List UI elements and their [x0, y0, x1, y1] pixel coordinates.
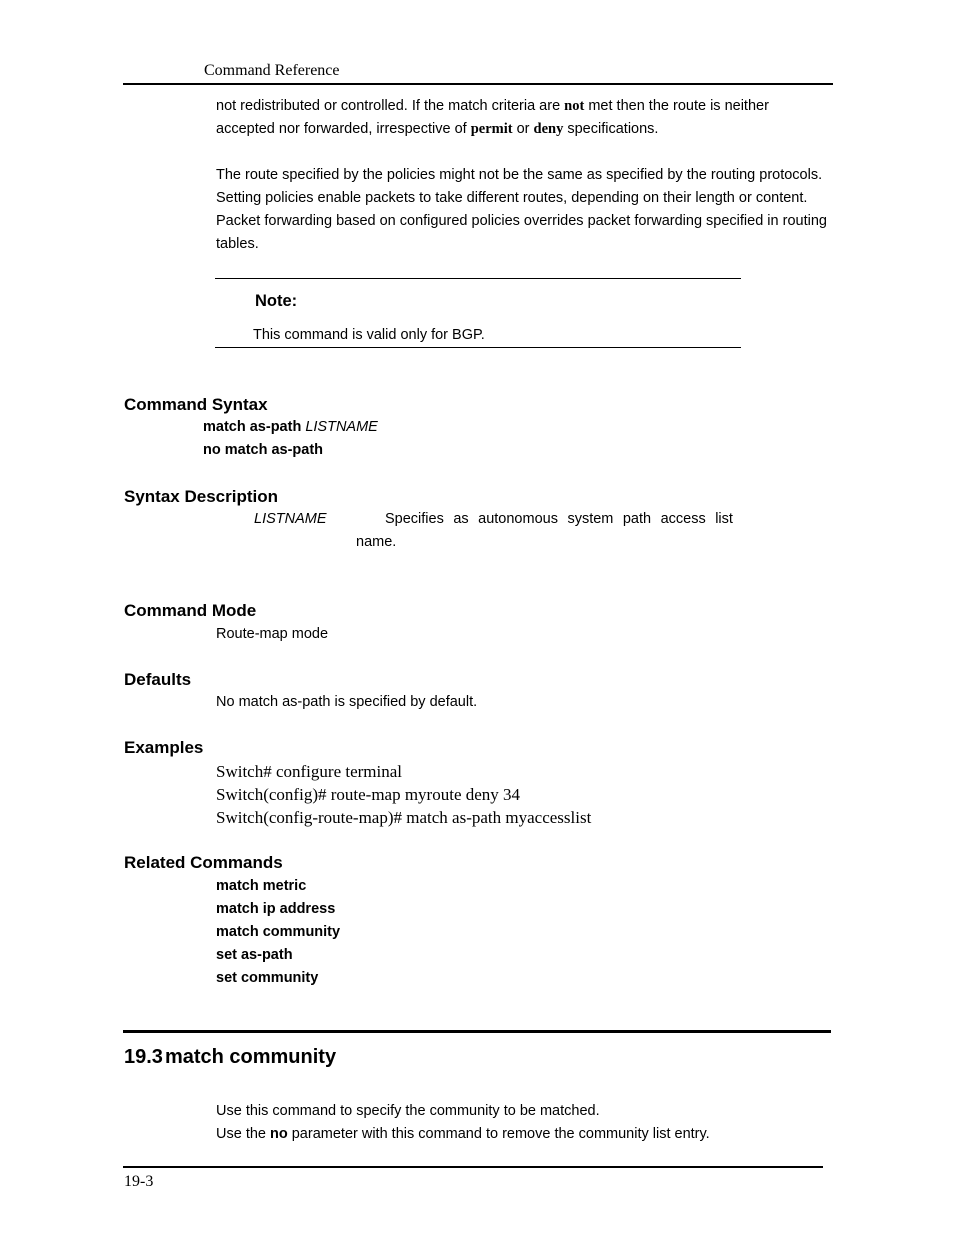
example-line: Switch(config-route-map)# match as-path myaccesslist — [216, 808, 592, 827]
paragraph-line: tables. — [216, 236, 259, 252]
defaults-text: No match as-path is specified by default. — [216, 694, 478, 710]
defaults-heading: Defaults — [124, 670, 192, 689]
header-rule — [123, 83, 833, 85]
text-run: met then the route is neither — [584, 98, 769, 114]
text-run: accepted nor forwarded, irrespective of — [216, 121, 471, 137]
param-name: LISTNAME — [254, 511, 327, 527]
syntax-description-heading: Syntax Description — [124, 487, 278, 506]
intro-line-2 — [216, 118, 769, 141]
text-run: specifications. — [563, 121, 659, 137]
examples-heading: Examples — [124, 738, 204, 757]
keyword-not: not — [564, 98, 585, 114]
desc-word: path — [622, 511, 652, 527]
keyword-permit: permit — [470, 121, 513, 137]
section-number: 19.3 — [124, 1046, 163, 1068]
syntax-line-1 — [203, 416, 378, 439]
desc-word: access — [660, 511, 706, 527]
syntax-line-2: no match as-path — [203, 442, 324, 458]
related-command-item: match metric — [216, 878, 307, 894]
note-text: This command is valid only for BGP. — [253, 327, 485, 343]
desc-word: system — [567, 511, 614, 527]
paragraph-line: Packet forwarding based on configured policies overrides packet forwarding specified in routing — [216, 213, 827, 229]
command-mode-heading: Command Mode — [124, 601, 257, 620]
running-header: Command Reference — [204, 62, 340, 79]
example-line: Switch# configure terminal — [216, 762, 403, 781]
examples-block — [216, 760, 591, 829]
related-commands-heading: Related Commands — [124, 853, 283, 872]
keyword-deny: deny — [533, 121, 564, 137]
section-intro — [216, 1100, 710, 1146]
command-mode-text: Route-map mode — [216, 626, 329, 642]
text-run: Use the — [216, 1126, 270, 1142]
param-description-line-1 — [385, 508, 733, 531]
keyword-no: no — [270, 1126, 288, 1142]
related-command-item: set as-path — [216, 947, 293, 963]
text-run: or — [512, 121, 534, 137]
intro-line-1 — [216, 95, 769, 118]
desc-word: list — [715, 511, 733, 527]
desc-word: autonomous — [478, 511, 558, 527]
syntax-argument: LISTNAME — [305, 419, 378, 435]
section-rule — [123, 1030, 831, 1033]
related-command-item: match community — [216, 924, 341, 940]
intro-paragraph-2 — [216, 164, 827, 256]
example-line: Switch(config)# route-map myroute deny 34 — [216, 785, 521, 804]
section-title — [124, 1046, 336, 1069]
section-line-1: Use this command to specify the community to be matched. — [216, 1103, 600, 1119]
footer-rule — [123, 1166, 823, 1168]
page-number: 19-3 — [124, 1173, 154, 1190]
text-run: parameter with this command to remove the community list entry. — [287, 1126, 710, 1142]
syntax-command: match as-path — [203, 419, 302, 435]
note-bottom-rule — [215, 347, 741, 348]
related-commands-list — [216, 875, 340, 990]
section-name: match community — [164, 1046, 337, 1068]
related-command-item: set community — [216, 970, 319, 986]
intro-paragraph-1 — [216, 95, 769, 141]
text-run: not redistributed or controlled. If the match criteria are — [216, 98, 565, 114]
param-description-line-2: name. — [356, 534, 397, 550]
related-command-item: match ip address — [216, 901, 336, 917]
paragraph-line: The route specified by the policies might not be the same as specified by the routing protocols. — [216, 167, 823, 183]
note-label: Note: — [255, 292, 298, 310]
desc-word: as — [453, 511, 469, 527]
command-syntax-heading: Command Syntax — [124, 395, 268, 414]
paragraph-line: Setting policies enable packets to take different routes, depending on their length or content. — [216, 190, 808, 206]
section-line-2 — [216, 1123, 710, 1146]
desc-word: Specifies — [385, 511, 444, 527]
note-top-rule — [215, 278, 741, 279]
